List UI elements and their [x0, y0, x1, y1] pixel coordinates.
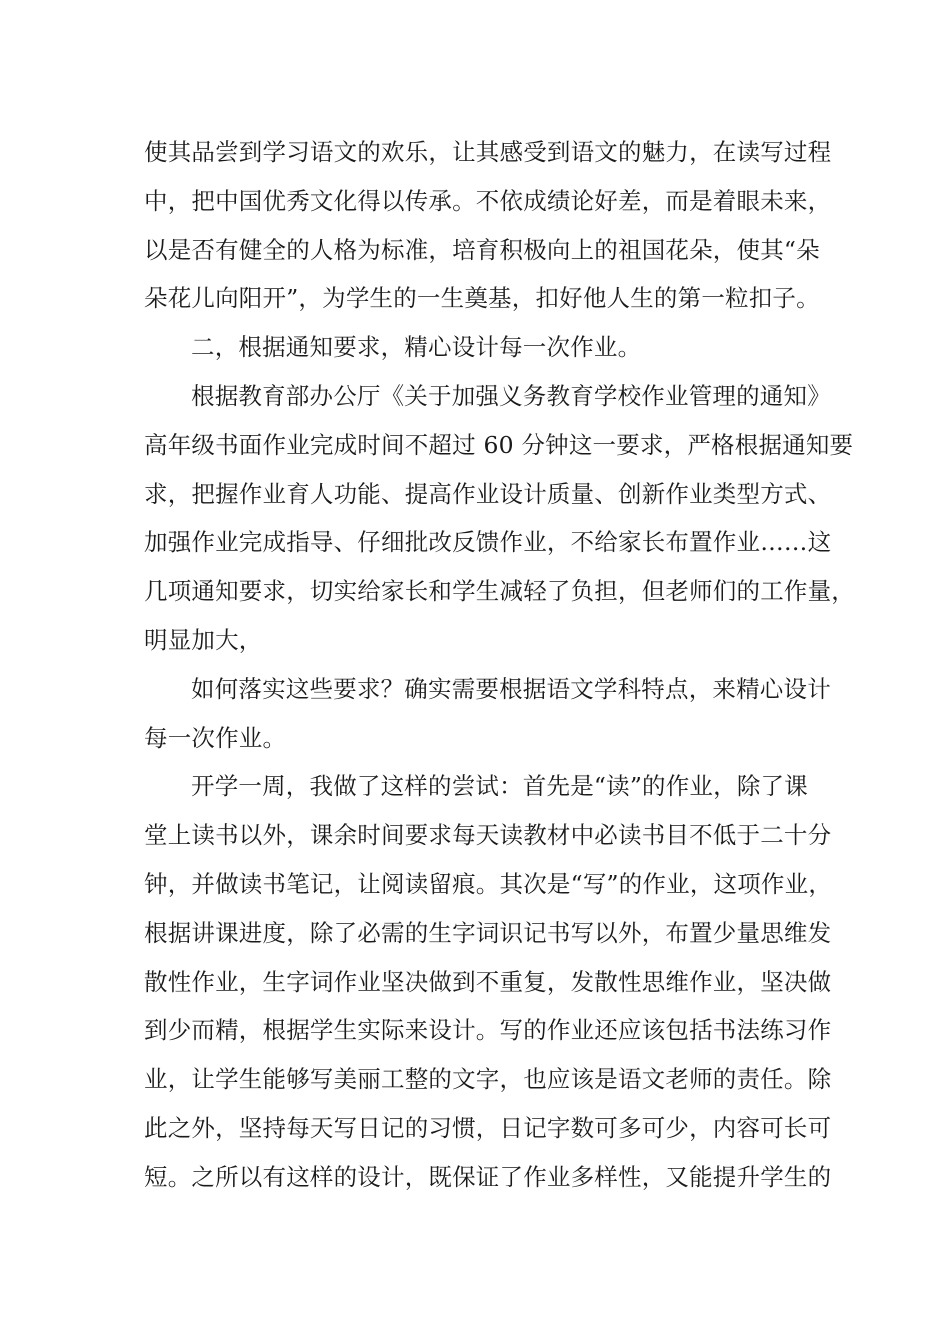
text-line: 朵花儿向阳开”，为学生的一生奠基，扣好他人生的第一粒扣子。	[144, 284, 820, 313]
text-line: 根据教育部办公厅《关于加强义务教育学校作业管理的通知》	[191, 381, 831, 410]
text-line: 如何落实这些要求？确实需要根据语文学科特点，来精心设计	[191, 674, 831, 703]
text-line: 明显加大，	[144, 625, 263, 654]
text-line: 高年级书面作业完成时间不超过 60 分钟这一要求，严格根据通知要	[144, 430, 854, 459]
text-line: 几项通知要求，切实给家长和学生减轻了负担，但老师们的工作量，	[144, 577, 855, 606]
text-line: 加强作业完成指导、仔细批改反馈作业，不给家长布置作业……这	[144, 528, 832, 557]
text-line: 短。之所以有这样的设计，既保证了作业多样性，又能提升学生的	[144, 1162, 832, 1191]
text-line: 散性作业，生字词作业坚决做到不重复，发散性思维作业，坚决做	[144, 967, 832, 996]
text-line: 业，让学生能够写美丽工整的文字，也应该是语文老师的责任。除	[144, 1065, 832, 1094]
text-line: 每一次作业。	[144, 723, 287, 752]
text-line: 中，把中国优秀文化得以传承。不依成绩论好差，而是着眼未来，	[144, 186, 832, 215]
text-line: 钟，并做读书笔记，让阅读留痕。其次是“写”的作业，这项作业，	[144, 869, 833, 898]
body-text	[144, 128, 855, 1202]
text-line: 使其品尝到学习语文的欢乐，让其感受到语文的魅力，在读写过程	[144, 138, 832, 166]
text-line: 此之外，坚持每天写日记的习惯，日记字数可多可少，内容可长可	[144, 1113, 832, 1142]
text-line: 堂上读书以外，课余时间要求每天读教材中必读书目不低于二十分	[144, 821, 832, 850]
text-line: 开学一周，我做了这样的尝试：首先是“读”的作业，除了课	[191, 772, 808, 801]
text-line: 求，把握作业育人功能、提高作业设计质量、创新作业类型方式、	[144, 479, 832, 508]
text-line: 根据讲课进度，除了必需的生字词识记书写以外，布置少量思维发	[144, 918, 832, 947]
text-line: 以是否有健全的人格为标准，培育积极向上的祖国花朵，使其“朵	[144, 235, 820, 264]
section-heading: 二，根据通知要求，精心设计每一次作业。	[191, 333, 642, 362]
text-line: 到少而精，根据学生实际来设计。写的作业还应该包括书法练习作	[144, 1016, 832, 1045]
